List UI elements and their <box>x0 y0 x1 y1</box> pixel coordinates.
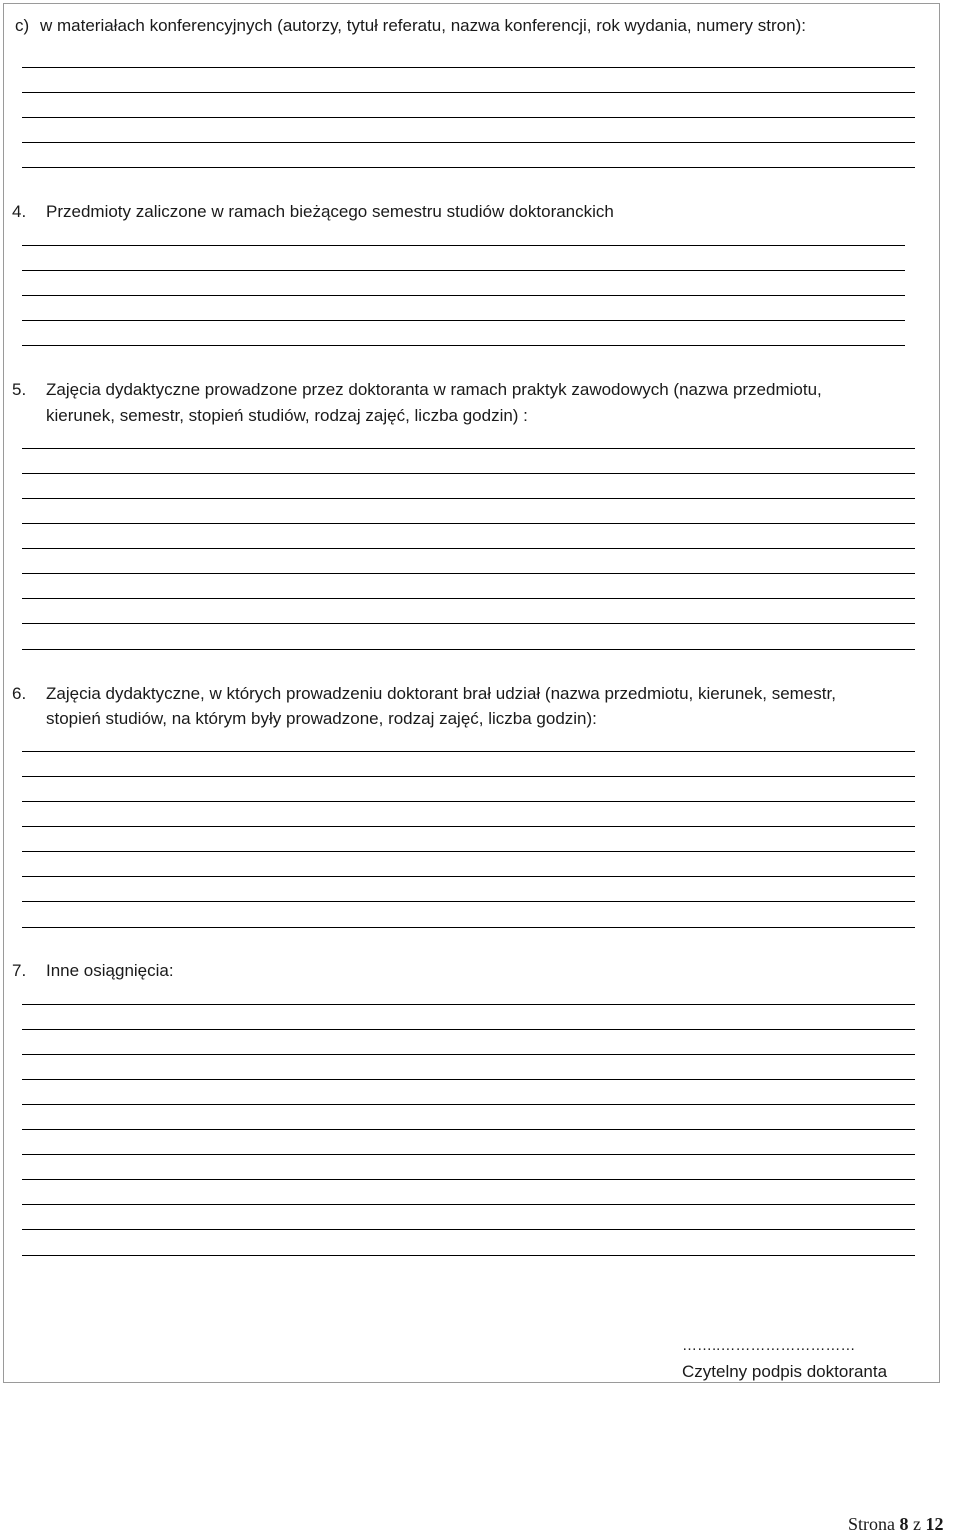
page-number-separator: z <box>913 1514 921 1534</box>
answer-line[interactable] <box>22 345 905 346</box>
answer-line[interactable] <box>22 67 915 68</box>
answer-line[interactable] <box>22 1054 915 1055</box>
section-c-text: w materiałach konferencyjnych (autorzy, tytuł referatu, nazwa konferencji, rok wydania, numery stron): <box>40 16 806 35</box>
section-6-number: 6. <box>12 684 27 703</box>
answer-line[interactable] <box>22 927 915 928</box>
answer-line[interactable] <box>22 649 915 650</box>
answer-line[interactable] <box>22 776 915 777</box>
section-6-title-line1: Zajęcia dydaktyczne, w których prowadzeniu doktorant brał udział (nazwa przedmiotu, kierunek, semestr, <box>46 684 836 703</box>
answer-line[interactable] <box>22 1204 915 1205</box>
section-7-title: Inne osiągnięcia: <box>46 961 174 980</box>
section-7-number: 7. <box>12 961 27 980</box>
answer-line[interactable] <box>22 117 915 118</box>
answer-line[interactable] <box>22 1104 915 1105</box>
answer-line[interactable] <box>22 1029 915 1030</box>
answer-line[interactable] <box>22 448 915 449</box>
answer-line[interactable] <box>22 1179 915 1180</box>
answer-line[interactable] <box>22 826 915 827</box>
answer-line[interactable] <box>22 801 915 802</box>
signature-field[interactable]: ……..……………………… <box>682 1337 856 1354</box>
page-number-current: 8 <box>899 1514 909 1534</box>
answer-line[interactable] <box>22 1255 915 1256</box>
answer-line[interactable] <box>22 1229 915 1230</box>
answer-line[interactable] <box>22 320 905 321</box>
answer-line[interactable] <box>22 245 905 246</box>
answer-line[interactable] <box>22 92 915 93</box>
page-number-total: 12 <box>925 1514 944 1534</box>
answer-line[interactable] <box>22 295 905 296</box>
answer-line[interactable] <box>22 876 915 877</box>
answer-line[interactable] <box>22 1154 915 1155</box>
answer-line[interactable] <box>22 1129 915 1130</box>
answer-line[interactable] <box>22 473 915 474</box>
answer-line[interactable] <box>22 270 905 271</box>
answer-line[interactable] <box>22 901 915 902</box>
answer-line[interactable] <box>22 623 915 624</box>
answer-line[interactable] <box>22 851 915 852</box>
answer-line[interactable] <box>22 1079 915 1080</box>
section-6-title-line2: stopień studiów, na którym były prowadzone, rodzaj zajęć, liczba godzin): <box>46 709 597 728</box>
signature-label: Czytelny podpis doktoranta <box>682 1362 888 1381</box>
section-c-label: c) <box>15 16 30 35</box>
answer-line[interactable] <box>22 523 915 524</box>
section-5-number: 5. <box>12 380 27 399</box>
section-4-number: 4. <box>12 202 27 221</box>
section-5-title-line1: Zajęcia dydaktyczne prowadzone przez doktoranta w ramach praktyk zawodowych (nazwa przedmiotu, <box>46 380 822 399</box>
page-number <box>848 1514 944 1535</box>
section-4-title: Przedmioty zaliczone w ramach bieżącego semestru studiów doktoranckich <box>46 202 614 221</box>
answer-line[interactable] <box>22 1004 915 1005</box>
answer-line[interactable] <box>22 751 915 752</box>
page-number-prefix: Strona <box>848 1514 895 1534</box>
section-5-title-line2: kierunek, semestr, stopień studiów, rodzaj zajęć, liczba godzin) : <box>46 406 528 425</box>
answer-line[interactable] <box>22 142 915 143</box>
answer-line[interactable] <box>22 548 915 549</box>
answer-line[interactable] <box>22 598 915 599</box>
answer-line[interactable] <box>22 573 915 574</box>
answer-line[interactable] <box>22 498 915 499</box>
answer-line[interactable] <box>22 167 915 168</box>
